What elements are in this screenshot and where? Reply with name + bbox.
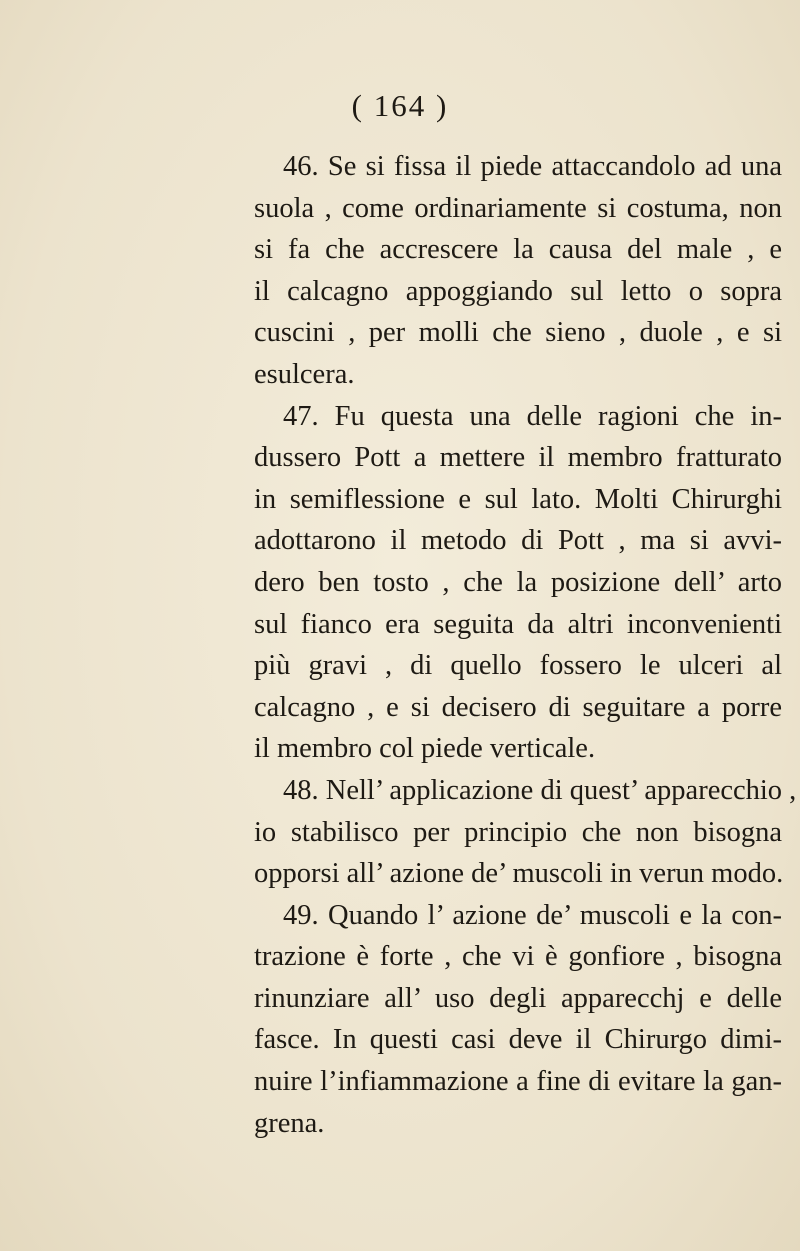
paragraph-48-line-1: [254, 770, 797, 812]
text-line: Quando l’ azione de’ muscoli e la con-: [328, 899, 782, 931]
text-line: adottarono il metodo di Pott , ma si avvi-: [254, 525, 782, 557]
text-line: trazione è forte , che vi è gonfiore , bisogna: [254, 941, 782, 973]
text-line: opporsi all’ azione de’ muscoli in verun modo.: [254, 858, 784, 890]
text-line: esulcera.: [254, 358, 355, 390]
text-line: Se si fissa il piede attaccandolo ad una: [327, 151, 783, 182]
text-line: sul fianco era seguita da altri inconvenienti: [254, 608, 782, 640]
text-line: Fu questa una delle ragioni che in-: [334, 400, 782, 432]
page-number-header: ( 164 ): [351, 88, 449, 123]
text-line: fasce. In questi casi deve il Chirurgo dimi-: [254, 1024, 782, 1056]
text-line: in semiflessione e sul lato. Molti Chirurghi: [254, 483, 782, 515]
text-line: si fa che accrescere la causa del male , e: [254, 234, 782, 266]
text-line: dussero Pott a mettere il membro fratturato: [254, 442, 782, 474]
paragraph-49-line-1: [254, 895, 782, 937]
text-line: il membro col piede verticale.: [254, 733, 596, 765]
text-line: il calcagno appoggiando sul letto o sopra: [254, 275, 782, 307]
text-line: rinunziare all’ uso degli apparecchj e delle: [254, 982, 782, 1014]
text-line: suola , come ordinariamente si costuma, non: [254, 192, 782, 224]
text-line: nuire l’infiammazione a fine di evitare la gan-: [254, 1066, 782, 1098]
paragraph-47-line-1: [254, 396, 782, 438]
text-line: dero ben tosto , che la posizione dell’ arto: [254, 566, 782, 598]
paragraph-number: 48.: [283, 774, 319, 806]
text-line: cuscini , per molli che sieno , duole , e si: [254, 317, 782, 349]
text-line: più gravi , di quello fossero le ulceri al: [254, 650, 782, 682]
paragraph-number: 46.: [283, 151, 319, 182]
paragraph-46-line-1: [254, 146, 782, 188]
text-line: grena.: [254, 1107, 325, 1139]
text-line: Nell’ applicazione di quest’ apparecchio ,: [325, 774, 797, 806]
paragraph-number: 47.: [283, 400, 319, 432]
text-line: calcagno , e si decisero di seguitare a porre: [254, 691, 782, 723]
text-line: io stabilisco per principio che non bisogna: [254, 816, 782, 848]
page-body: [254, 146, 797, 1144]
paragraph-number: 49.: [283, 899, 319, 931]
